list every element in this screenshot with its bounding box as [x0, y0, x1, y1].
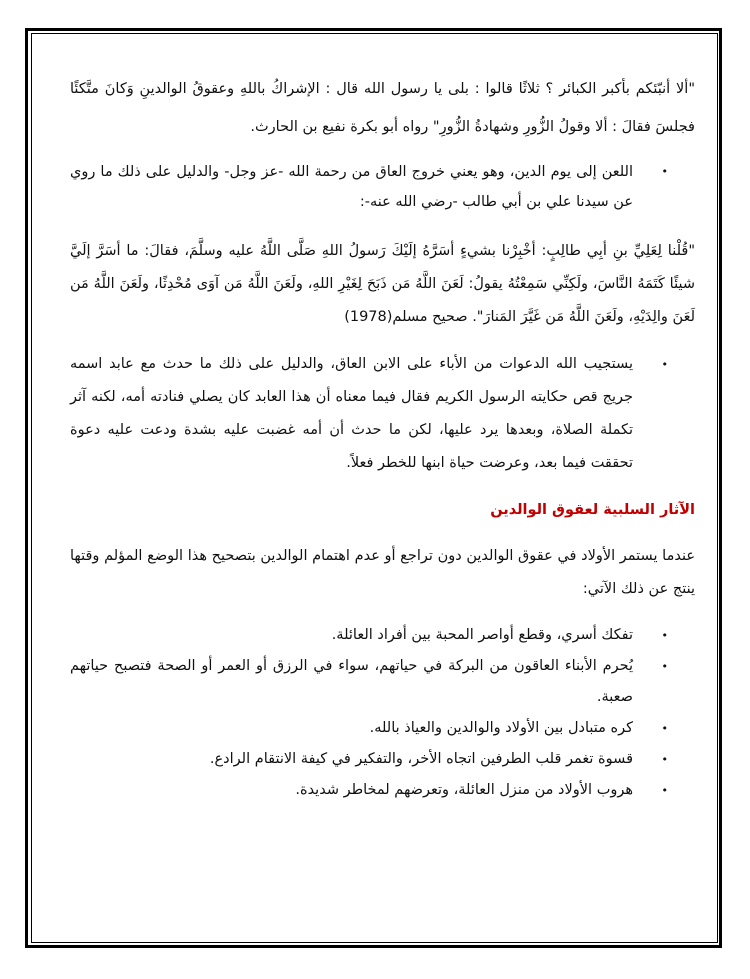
- list-item: • قسوة تغمر قلب الطرفين اتجاه الأخر، والتفكير في كيفة الانتقام الرادع.: [70, 744, 695, 775]
- bullet-list-1: [70, 157, 695, 217]
- list-item: • يستجيب الله الدعوات من الأباء على الابن العاق، والدليل على ذلك ما حدث مع عابد اسمه جريج قص حكايته الرسول الكريم فقال فيما معناه أن هذا العابد كان يصلي فنادته أمه، لكنه آثر تكملة الصلاة، وبعدها يرد عليها، لكن ما حدث أن أمه غضبت عليه بشدة ودعت عليه دعوة تحققت فيما بعد، وعرضت حياة ابنها للخطر فعلاً.: [70, 348, 695, 480]
- list-item: • هروب الأولاد من منزل العائلة، وتعرضهم لمخاطر شديدة.: [70, 775, 695, 806]
- hadith-paragraph-2: "قُلْنا لِعَلِيِّ بنِ أبِي طالِبٍ: أخْبِرْنا بشيءٍ أسَرَّهُ إلَيْكَ رَسولُ اللهِ صَلَّى اللَّهُ عليه وسلَّمَ، فقالَ: ما أسَرَّ إلَيَّ شيئًا كَتَمَهُ النَّاسَ، ولَكِنِّي سَمِعْتُهُ يقولُ: لَعَنَ اللَّهُ مَن ذَبَحَ لِغَيْرِ اللهِ، ولَعَنَ اللَّهُ مَن آوَى مُحْدِثًا، ولَعَنَ اللَّهُ مَن لَعَنَ والِدَيْهِ، ولَعَنَ اللَّهُ مَن غَيَّرَ المَنارَ". صحيح مسلم(1978): [70, 243, 695, 325]
- hadith-paragraph-1: "ألا أنبّئكم بأكبر الكبائر ؟ ثلاثًا قالوا : بلى يا رسول الله قال : الإشراكُ باللهِ وعقوقُ الوالدينِ وَكانَ متَّكئًا فجلسَ فقالَ : ألا وقولُ الزُّورِ وشهادةُ الزُّورِ" رواه أبو بكرة نفيع بن الحارث.: [70, 81, 695, 135]
- list-item: • كره متبادل بين الأولاد والوالدين والعياذ بالله.: [70, 713, 695, 744]
- bullet-list-3: [70, 620, 695, 806]
- intro-paragraph: عندما يستمر الأولاد في عقوق الوالدين دون تراجع أو عدم اهتمام الوالدين بتصحيح هذا الوضع المؤلم وقتها ينتج عن ذلك الآتي:: [70, 548, 695, 597]
- bullet-list-2: [70, 348, 695, 480]
- list-item: • يُحرم الأبناء العاقون من البركة في حياتهم، سواء في الرزق أو العمر أو الصحة فتصبح حياتهم صعبة.: [70, 651, 695, 713]
- list-item: • تفكك أسري، وقطع أواصر المحبة بين أفراد العائلة.: [70, 620, 695, 651]
- section-heading: الآثار السلبية لعقوق الوالدين: [490, 502, 695, 518]
- list-item: • اللعن إلى يوم الدين، وهو يعني خروج العاق من رحمة الله -عز وجل- والدليل على ذلك ما روي عن سيدنا علي بن أبي طالب -رضي الله عنه-:: [70, 157, 695, 217]
- document-body: [70, 70, 695, 806]
